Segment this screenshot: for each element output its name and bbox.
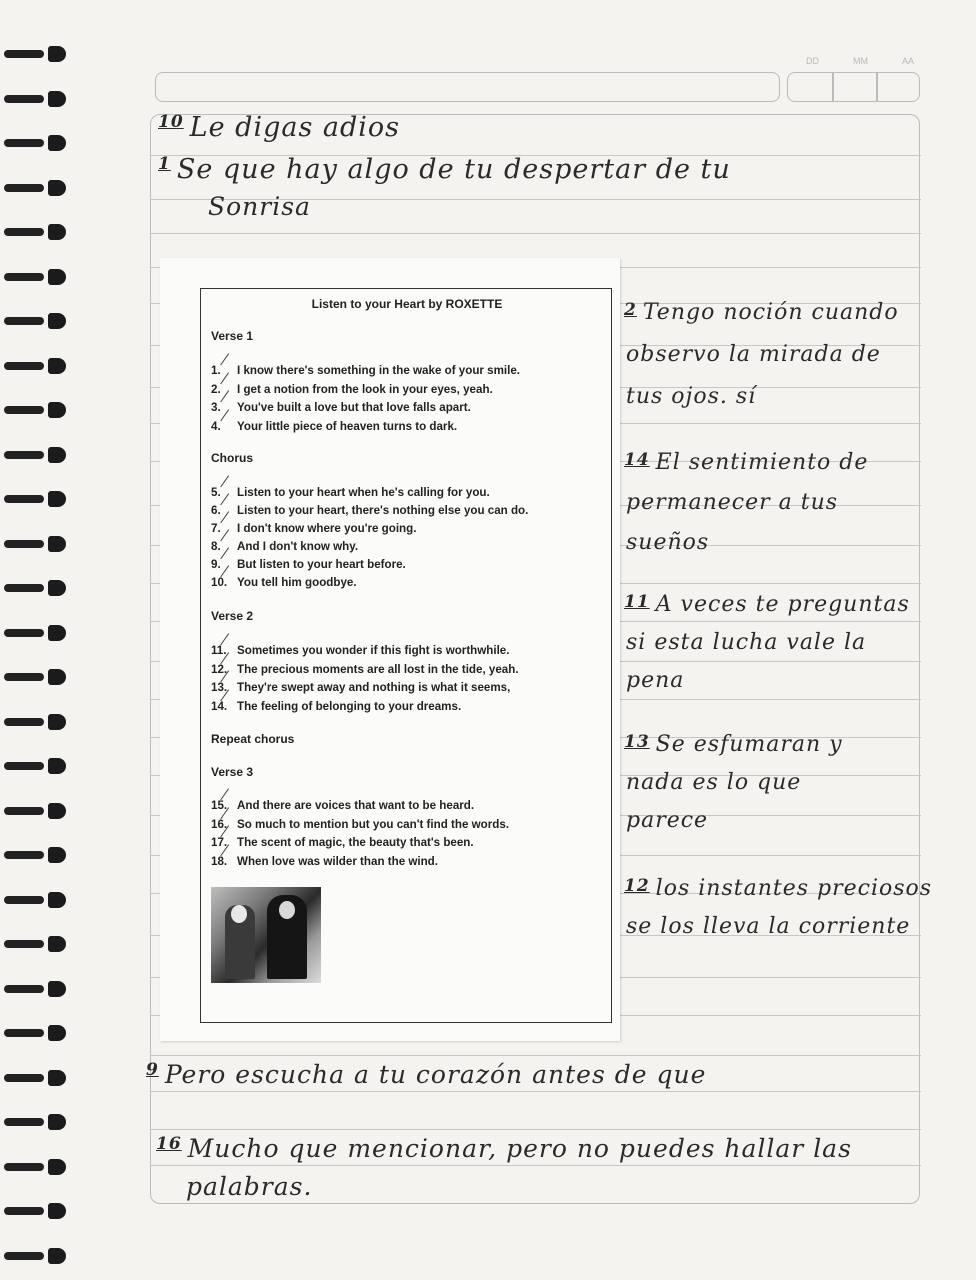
lyric-number: 12. [211, 662, 228, 676]
lyric-text: You've built a love but that love falls apart. [237, 401, 471, 414]
spiral-ring [4, 536, 66, 552]
handwritten-line [624, 732, 843, 757]
month-label: MM [852, 56, 868, 66]
handwritten-line [626, 668, 684, 693]
handwritten-line [626, 490, 838, 515]
lyric-text: Your little piece of heaven turns to dark. [237, 419, 458, 433]
lyric-number: 4. [211, 419, 221, 433]
lyric-text: So much to mention but you can't find the words. [237, 817, 509, 831]
handwritten-line [624, 592, 910, 617]
spiral-ring [4, 803, 66, 819]
spiral-ring [4, 91, 66, 107]
handwritten-line [158, 112, 400, 143]
handwritten-text: tus ojos. sí [626, 384, 757, 409]
line-number: 10 [158, 112, 184, 132]
handwritten-text: observo la mirada de [626, 342, 881, 367]
spiral-ring [4, 180, 66, 196]
lyric-number: 5. [211, 486, 221, 499]
lyric-number: 2. [211, 382, 221, 396]
spiral-ring [4, 847, 66, 863]
handwritten-text: parece [626, 808, 709, 833]
lyric-number: 18. [211, 854, 228, 868]
spiral-ring [4, 981, 66, 997]
handwritten-text: los instantes preciosos [655, 876, 933, 901]
line-number: 13 [624, 732, 650, 752]
ruled-line [151, 1129, 921, 1130]
spiral-ring [4, 892, 66, 908]
lyrics-frame [200, 288, 612, 1023]
handwritten-line [158, 154, 731, 185]
spiral-ring [4, 1025, 66, 1041]
handwritten-text: palabras. [186, 1172, 313, 1201]
line-number: 11 [624, 592, 650, 612]
day-label: DD [806, 56, 819, 66]
spiral-ring [4, 714, 66, 730]
ruled-line [151, 233, 921, 234]
spiral-ring [4, 625, 66, 641]
lyric-line [211, 486, 490, 499]
lyric-line [211, 383, 493, 396]
line-number: 12 [624, 876, 650, 896]
lyric-text: Sometimes you wonder if this fight is worthwhile. [237, 644, 510, 657]
line-number: 9 [146, 1060, 159, 1080]
section-heading: Verse 2 [211, 609, 254, 623]
handwritten-text: Le digas adios [189, 112, 401, 143]
lyric-line [211, 818, 509, 831]
lyric-number: 10. [211, 576, 228, 589]
handwritten-text: pena [626, 668, 685, 693]
line-number: 1 [158, 154, 171, 174]
handwritten-text: Sonrisa [208, 192, 311, 221]
handwritten-text: Se esfumaran y [655, 732, 843, 757]
date-labels [800, 56, 920, 66]
lyric-number: 3. [211, 401, 221, 414]
lyric-text: But listen to your heart before. [237, 558, 406, 571]
lyric-line [211, 420, 457, 433]
year-label: AA [901, 56, 914, 66]
lyric-text: Listen to your heart, there's nothing else you can do. [237, 504, 529, 517]
handwritten-line [624, 300, 899, 325]
line-number: 16 [156, 1134, 182, 1154]
lyric-number: 6. [211, 504, 221, 517]
handwritten-line [626, 342, 881, 367]
lyric-number: 13. [211, 681, 228, 694]
section-heading: Chorus [211, 451, 253, 465]
spiral-ring [4, 269, 66, 285]
spiral-ring [4, 1114, 66, 1130]
lyric-line [211, 663, 519, 676]
spiral-ring [4, 447, 66, 463]
handwritten-line [146, 1060, 706, 1089]
spiral-ring [4, 224, 66, 240]
lyric-number: 11. [211, 644, 227, 657]
handwritten-line [626, 914, 910, 939]
spiral-ring [4, 1203, 66, 1219]
handwritten-line [626, 384, 756, 409]
lyric-text: They're swept away and nothing is what it seems, [237, 681, 511, 694]
handwritten-line [624, 876, 932, 901]
spiral-ring [4, 758, 66, 774]
lyric-text: When love was wilder than the wind. [237, 854, 438, 868]
lyric-text: You tell him goodbye. [237, 576, 357, 589]
lyric-line [211, 558, 406, 571]
handwritten-text: Se que hay algo de tu despertar de tu [176, 154, 731, 185]
handwritten-line [156, 1134, 852, 1163]
lyric-line [211, 644, 509, 657]
spiral-ring [4, 358, 66, 374]
lyric-line [211, 504, 528, 517]
handwritten-line [208, 192, 311, 221]
lyric-text: I don't know where you're going. [237, 522, 417, 535]
handwritten-text: si esta lucha vale la [626, 630, 867, 655]
spiral-ring [4, 580, 66, 596]
handwritten-line [626, 808, 708, 833]
spiral-binding [0, 0, 80, 1280]
handwritten-text: nada es lo que [626, 770, 802, 795]
lyric-number: 9. [211, 558, 221, 571]
lyric-line [211, 799, 474, 812]
lyric-line [211, 681, 510, 694]
lyrics-sheet [160, 258, 620, 1041]
spiral-ring [4, 491, 66, 507]
section-heading: Repeat chorus [211, 732, 295, 746]
lyric-line [211, 364, 520, 377]
subject-bar [155, 72, 780, 102]
handwritten-text: permanecer a tus [626, 490, 839, 515]
handwritten-line [624, 450, 868, 475]
lyric-number: 1. [211, 364, 221, 377]
handwritten-line [186, 1172, 312, 1201]
handwritten-line [626, 530, 709, 555]
spiral-ring [4, 669, 66, 685]
lyric-line [211, 855, 438, 868]
lyric-number: 15. [211, 799, 228, 812]
spiral-ring [4, 1159, 66, 1175]
lyric-text: I get a notion from the look in your eyes, yeah. [237, 382, 493, 396]
line-number: 2 [624, 300, 637, 320]
lyric-text: And there are voices that want to be heard. [237, 799, 475, 812]
spiral-ring [4, 135, 66, 151]
lyric-number: 16. [211, 817, 228, 831]
handwritten-line [626, 770, 801, 795]
song-title: Listen to your Heart by ROXETTE [311, 297, 503, 311]
lyric-line [211, 836, 474, 849]
lyric-text: Listen to your heart when he's calling for you. [237, 486, 490, 499]
handwritten-text: Tengo noción cuando [642, 300, 899, 325]
spiral-ring [4, 46, 66, 62]
line-number: 14 [624, 450, 650, 470]
handwritten-text: sueños [626, 530, 710, 555]
lyric-line [211, 401, 471, 414]
lyric-line [211, 522, 416, 535]
lyric-number: 7. [211, 522, 221, 535]
spiral-ring [4, 1070, 66, 1086]
lyric-text: The feeling of belonging to your dreams. [237, 699, 462, 713]
handwritten-text: Mucho que mencionar, pero no puedes hallar las [187, 1134, 852, 1163]
lyric-number: 14. [211, 699, 228, 713]
ruled-line [151, 1091, 921, 1092]
section-heading: Verse 1 [211, 329, 254, 343]
lyric-number: 17. [211, 836, 228, 849]
ruled-line [151, 1055, 921, 1056]
lyric-text: And I don't know why. [237, 540, 359, 553]
lyric-number: 8. [211, 540, 221, 553]
lyric-text: The scent of magic, the beauty that's been. [237, 836, 474, 849]
handwritten-text: El sentimiento de [655, 450, 869, 475]
date-box [787, 72, 920, 102]
spiral-ring [4, 402, 66, 418]
handwritten-line [626, 630, 866, 655]
handwritten-text: A veces te preguntas [655, 592, 910, 617]
spiral-ring [4, 936, 66, 952]
handwritten-text: se los lleva la corriente [626, 914, 911, 939]
handwritten-text: Pero escucha a tu corazón antes de que [164, 1060, 707, 1089]
ruled-line [151, 1165, 921, 1166]
spiral-ring [4, 313, 66, 329]
band-photo [211, 887, 321, 983]
lyric-text: I know there's something in the wake of your smile. [237, 364, 520, 377]
section-heading: Verse 3 [211, 765, 254, 779]
lyric-text: The precious moments are all lost in the tide, yeah. [237, 662, 519, 676]
lyric-line [211, 700, 461, 713]
spiral-ring [4, 1248, 66, 1264]
